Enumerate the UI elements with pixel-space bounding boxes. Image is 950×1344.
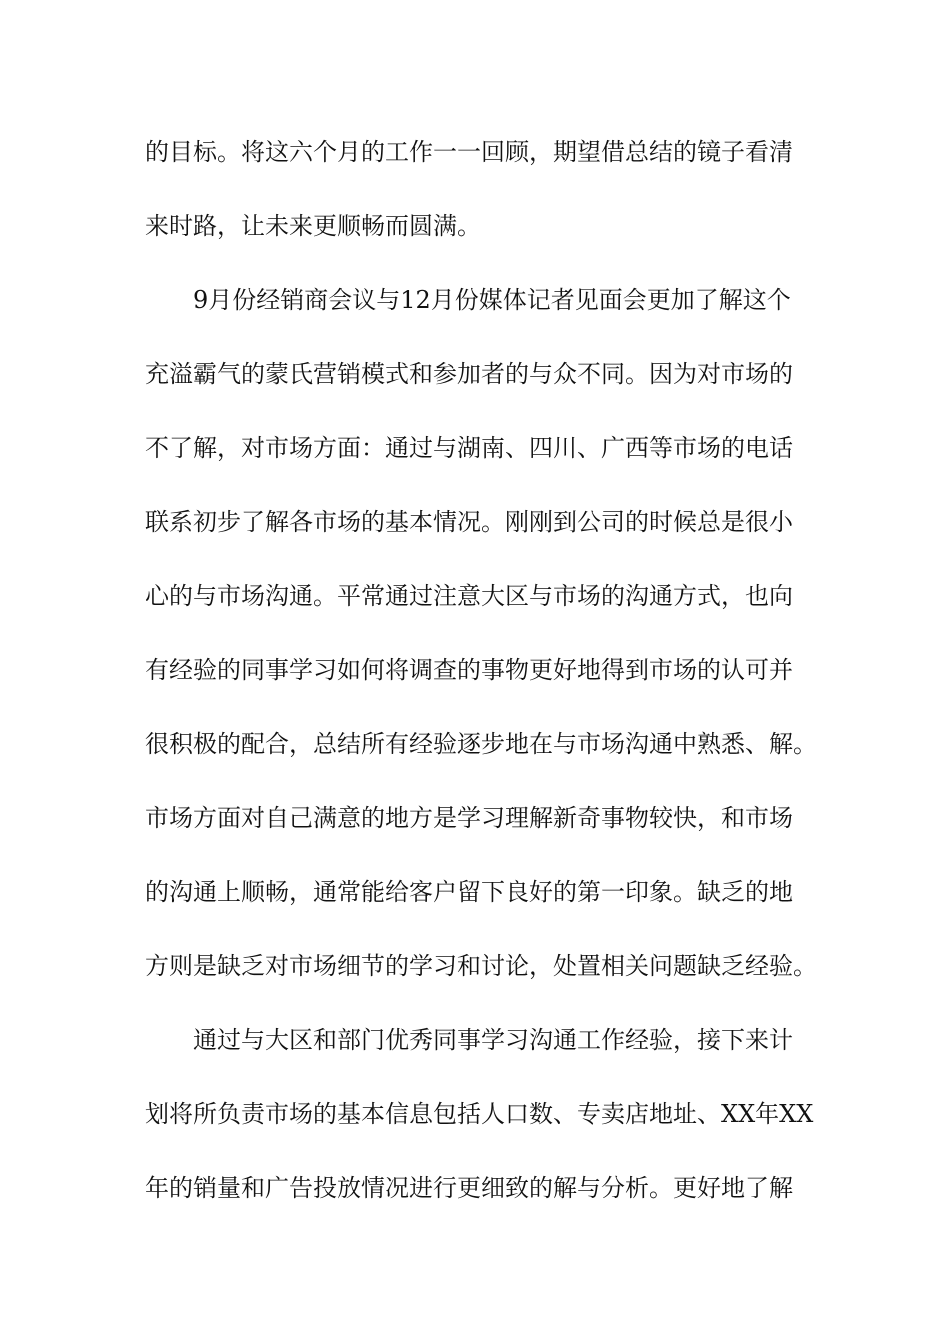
text-line: 联系初步了解各市场的基本情况。刚刚到公司的时候总是很小 <box>145 508 793 536</box>
text-line: 很积极的配合，总结所有经验逐步地在与市场沟通中熟悉、解。 <box>145 730 817 758</box>
text-line: 来时路，让未来更顺畅而圆满。 <box>145 212 481 240</box>
text-line: 方则是缺乏对市场细节的学习和讨论，处置相关问题缺乏经验。 <box>145 952 817 980</box>
paragraph-start-line: 9月份经销商会议与12月份媒体记者见面会更加了解这个 <box>193 286 791 314</box>
text-line: 有经验的同事学习如何将调查的事物更好地得到市场的认可并 <box>145 656 793 684</box>
text-line: 的沟通上顺畅，通常能给客户留下良好的第一印象。缺乏的地 <box>145 878 793 906</box>
text-line: 年的销量和广告投放情况进行更细致的解与分析。更好地了解 <box>145 1174 793 1202</box>
text-line: 充溢霸气的蒙氏营销模式和参加者的与众不同。因为对市场的 <box>145 360 793 388</box>
text-line: 不了解，对市场方面：通过与湖南、四川、广西等市场的电话 <box>145 434 793 462</box>
text-line: 划将所负责市场的基本信息包括人口数、专卖店地址、XX年XX <box>145 1100 814 1128</box>
text-line: 的目标。将这六个月的工作一一回顾，期望借总结的镜子看清 <box>145 138 793 166</box>
document-body <box>145 128 825 1238</box>
text-line: 市场方面对自己满意的地方是学习理解新奇事物较快，和市场 <box>145 804 793 832</box>
paragraph-start-line: 通过与大区和部门优秀同事学习沟通工作经验，接下来计 <box>193 1026 793 1054</box>
text-line: 心的与市场沟通。平常通过注意大区与市场的沟通方式，也向 <box>145 582 793 610</box>
